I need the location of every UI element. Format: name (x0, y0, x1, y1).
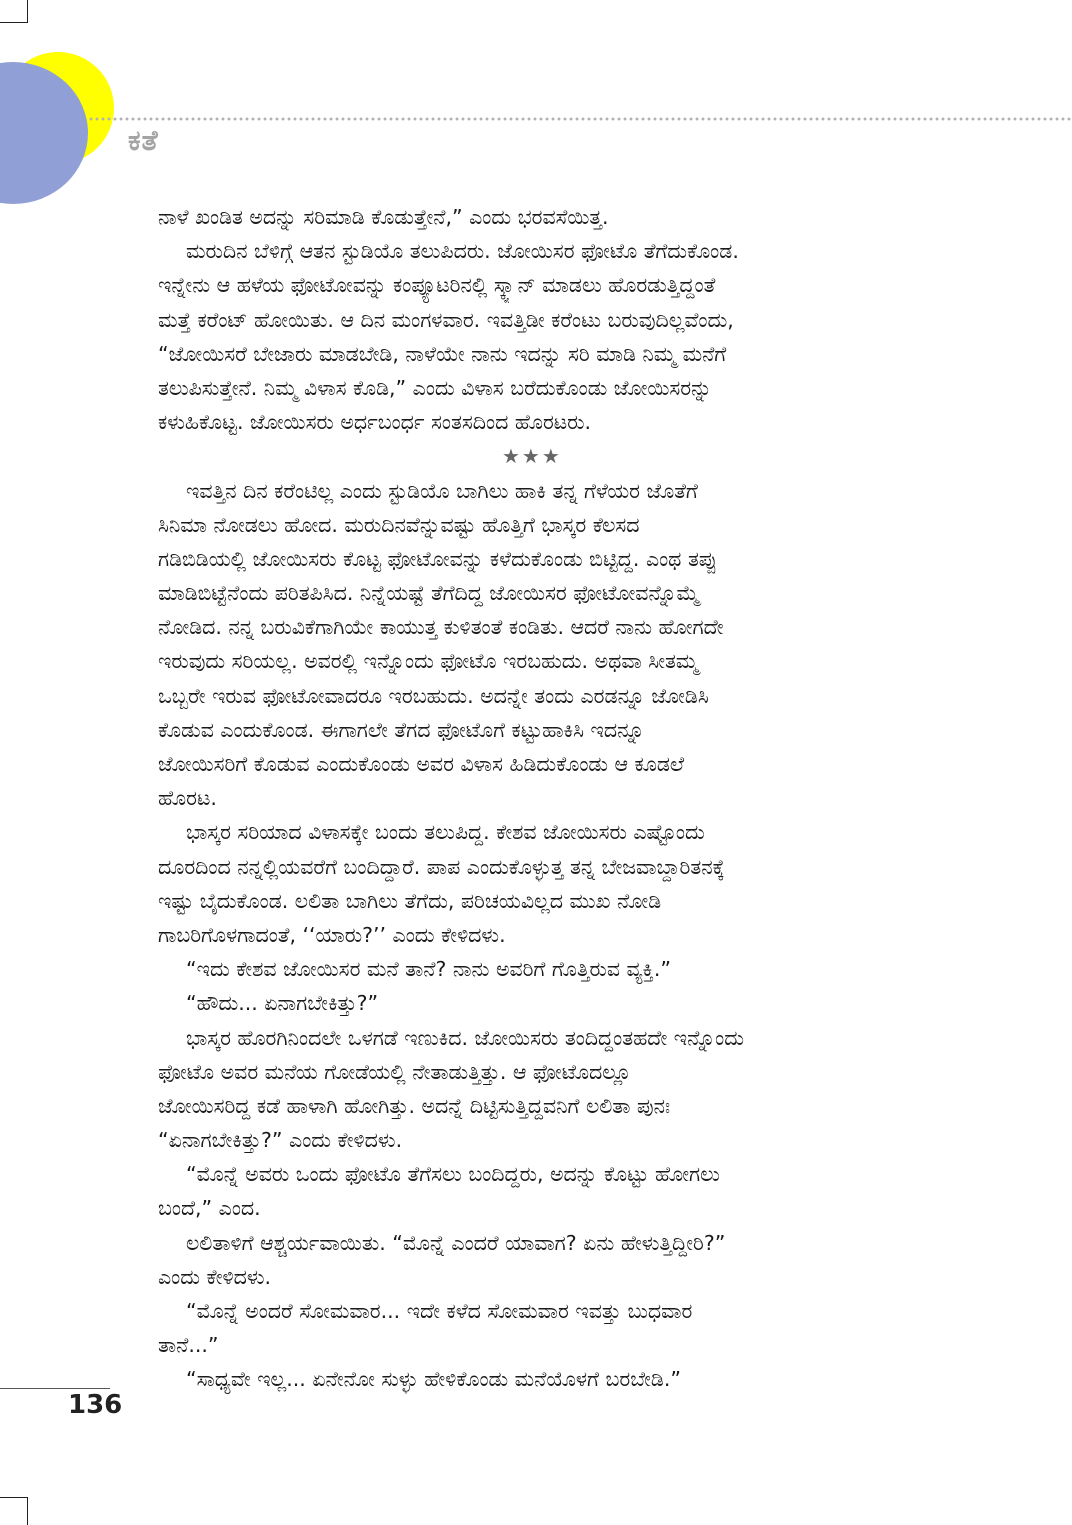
story-line: ತಾನೆ...” (158, 1333, 219, 1358)
story-line: ಸಿನಿಮಾ ನೋಡಲು ಹೋದ. ಮರುದಿನವೆನ್ನುವಷ್ಟು ಹೊತ್ತಿಗೆ ಭಾಸ್ಕರ ಕೆಲಸದ (158, 512, 640, 537)
story-line: ಕೊಡುವ ಎಂದುಕೊಂಡ. ಈಗಾಗಲೇ ತೆಗದ ಫೋಟೊಗೆ ಕಟ್ಟುಹಾಕಿಸಿ ಇದನ್ನೂ (158, 717, 645, 742)
section-break-stars: ★★★ (502, 444, 562, 469)
story-line: ಫೋಟೊ ಅವರ ಮನೆಯ ಗೋಡೆಯಲ್ಲಿ ನೇತಾಡುತ್ತಿತ್ತು. ಆ ಫೋಟೊದಲ್ಲೂ (158, 1059, 632, 1084)
crop-mark-bottom-left (27, 1497, 28, 1525)
story-line: ನೋಡಿದ. ನನ್ನ ಬರುವಿಕೆಗಾಗಿಯೇ ಕಾಯುತ್ತ ಕುಳಿತಂತೆ ಕಂಡಿತು. ಆದರೆ ನಾನು ಹೋಗದೇ (158, 615, 724, 640)
story-line: “ಇದು ಕೇಶವ ಜೋಯಿಸರ ಮನೆ ತಾನೆ? ನಾನು ಅವರಿಗೆ ಗೊತ್ತಿರುವ ವ್ಯಕ್ತಿ.” (186, 957, 671, 982)
story-line: “ಸಾಧ್ಯವೇ ಇಲ್ಲ... ಏನೇನೋ ಸುಳ್ಳು ಹೇಳಿಕೊಂಡು ಮನೆಯೊಳಗೆ ಬರಬೇಡಿ.” (186, 1367, 681, 1392)
story-line: ಒಬ್ಬರೇ ಇರುವ ಫೋಟೋವಾದರೂ ಇರಬಹುದು. ಅದನ್ನೇ ತಂದು ಎರಡನ್ನೂ ಜೋಡಿಸಿ (158, 683, 709, 708)
story-line: ಕಳುಹಿಕೊಟ್ಟ. ಜೋಯಿಸರು ಅರ್ಧಬಂರ್ಧ ಸಂತಸದಿಂದ ಹೊರಟರು. (158, 410, 592, 435)
header-decoration (0, 0, 130, 210)
story-line: ನಾಳೆ ಖಂಡಿತ ಅದನ್ನು ಸರಿಮಾಡಿ ಕೊಡುತ್ತೇನೆ,” ಎಂದು ಭರವಸೆಯಿತ್ತ. (158, 205, 609, 229)
story-line: ಗಡಿಬಿಡಿಯಲ್ಲಿ ಜೋಯಿಸರು ಕೊಟ್ಟ ಫೋಟೋವನ್ನು ಕಳೆದುಕೊಂಡು ಬಿಟ್ಟಿದ್ದ. ಎಂಥ ತಪ್ಪು (158, 546, 718, 571)
footer-rule (0, 1388, 110, 1389)
story-line: ಲಲಿತಾಳಿಗೆ ಆಶ್ಚರ್ಯವಾಯಿತು. “ಮೊನ್ನೆ ಎಂದರೆ ಯಾವಾಗ? ಏನು ಹೇಳುತ್ತಿದ್ದೀರಿ?” (186, 1230, 726, 1255)
section-label: ಕತೆ (128, 124, 159, 157)
story-line: “ಏನಾಗಬೇಕಿತ್ತು?” ಎಂದು ಕೇಳಿದಳು. (158, 1128, 403, 1153)
story-line: ಭಾಸ್ಕರ ಸರಿಯಾದ ವಿಳಾಸಕ್ಕೇ ಬಂದು ತಲುಪಿದ್ದ. ಕೇಶವ ಜೋಯಿಸರು ಎಷ್ಟೊಂದು (186, 820, 705, 845)
dotted-header-rule (88, 116, 1072, 122)
story-line: ಮಾಡಿಬಿಟ್ಟೆನೆಂದು ಪರಿತಪಿಸಿದ. ನಿನ್ನೆಯಷ್ಟೆ ತೆಗೆದಿದ್ದ ಜೋಯಿಸರ ಫೋಟೋವನ್ನೊಮ್ಮೆ (158, 581, 700, 606)
story-line: ಮರುದಿನ ಬೆಳಿಗ್ಗೆ ಆತನ ಸ್ಟುಡಿಯೊ ತಲುಪಿದರು. ಜೋಯಿಸರ ಫೋಟೊ ತೆಗೆದುಕೊಂಡ. (186, 239, 739, 264)
story-line: “ಮೊನ್ನೆ ಅವರು ಒಂದು ಫೋಟೊ ತೆಗೆಸಲು ಬಂದಿದ್ದರು, ಅದನ್ನು ಕೊಟ್ಟು ಹೋಗಲು (186, 1162, 720, 1187)
story-line: “ಜೋಯಿಸರೆ ಬೇಜಾರು ಮಾಡಬೇಡಿ, ನಾಳೆಯೇ ನಾನು ಇದನ್ನು ಸರಿ ಮಾಡಿ ನಿಮ್ಮ ಮನೆಗೆ (158, 341, 727, 366)
story-line: ದೂರದಿಂದ ನನ್ನಲ್ಲಿಯವರೆಗೆ ಬಂದಿದ್ದಾರೆ. ಪಾಪ ಎಂದುಕೊಳ್ಳುತ್ತ ತನ್ನ ಬೇಜವಾಬ್ದಾರಿತನಕ್ಕೆ (158, 854, 725, 879)
story-line: ಇವತ್ತಿನ ದಿನ ಕರೆಂಟಿಲ್ಲ ಎಂದು ಸ್ಟುಡಿಯೊ ಬಾಗಿಲು ಹಾಕಿ ತನ್ನ ಗೆಳೆಯರ ಜೊತೆಗೆ (186, 478, 698, 503)
page-number: 136 (68, 1390, 123, 1420)
story-line: ಬಂದೆ,” ಎಂದ. (158, 1196, 261, 1221)
crop-mark-bottom-left-h (0, 1497, 28, 1498)
story-line: “ಮೊನ್ನೆ ಅಂದರೆ ಸೋಮವಾರ... ಇದೇ ಕಳೆದ ಸೋಮವಾರ ಇವತ್ತು ಬುಧವಾರ (186, 1299, 693, 1323)
story-line: “ಹೌದು... ಏನಾಗಬೇಕಿತ್ತು?” (186, 991, 379, 1016)
story-line: ಭಾಸ್ಕರ ಹೊರಗಿನಿಂದಲೇ ಒಳಗಡೆ ಇಣುಕಿದ. ಜೋಯಿಸರು ತಂದಿದ್ದಂತಹದೇ ಇನ್ನೊಂದು (186, 1025, 745, 1050)
story-line: ಇಷ್ಟು ಬೈದುಕೊಂಡ. ಲಲಿತಾ ಬಾಗಿಲು ತೆಗೆದು, ಪರಿಚಯವಿಲ್ಲದ ಮುಖ ನೋಡಿ (158, 888, 662, 913)
story-text (158, 200, 913, 1397)
story-line: ಇನ್ನೇನು ಆ ಹಳೆಯ ಫೋಟೋವನ್ನು ಕಂಪ್ಯೂಟರಿನಲ್ಲಿ ಸ್ಕ್ಯಾನ್ ಮಾಡಲು ಹೊರಡುತ್ತಿದ್ದಂತೆ (158, 273, 716, 298)
story-line: ಜೋಯಿಸರಿಗೆ ಕೊಡುವ ಎಂದುಕೊಂಡು ಅವರ ವಿಳಾಸ ಹಿಡಿದುಕೊಂಡು ಆ ಕೂಡಲೆ (158, 752, 685, 776)
story-line: ಹೊರಟ. (158, 786, 217, 811)
story-line: ಮತ್ತೆ ಕರೆಂಟ್ ಹೋಯಿತು. ಆ ದಿನ ಮಂಗಳವಾರ. ಇವತ್ತಿಡೀ ಕರೆಂಟು ಬರುವುದಿಲ್ಲವೆಂದು, (158, 307, 734, 332)
story-line: ಇರುವುದು ಸರಿಯಲ್ಲ. ಅವರಲ್ಲಿ ಇನ್ನೊಂದು ಫೋಟೊ ಇರಬಹುದು. ಅಥವಾ ಸೀತಮ್ಮ (158, 649, 699, 674)
story-line: ಜೋಯಿಸರಿದ್ದ ಕಡೆ ಹಾಳಾಗಿ ಹೋಗಿತ್ತು. ಅದನ್ನೆ ದಿಟ್ಟಿಸುತ್ತಿದ್ದವನಿಗೆ ಲಲಿತಾ ಪುನಃ (158, 1093, 671, 1118)
story-line: ಗಾಬರಿಗೊಳಗಾದಂತೆ, ‘‘ಯಾರು?’’ ಎಂದು ಕೇಳಿದಳು. (158, 922, 506, 947)
story-line: ತಲುಪಿಸುತ್ತೇನೆ. ನಿಮ್ಮ ವಿಳಾಸ ಕೊಡಿ,” ಎಂದು ವಿಳಾಸ ಬರೆದುಕೊಂಡು ಜೋಯಿಸರನ್ನು (158, 375, 712, 400)
story-line: ಎಂದು ಕೇಳಿದಳು. (158, 1264, 272, 1289)
